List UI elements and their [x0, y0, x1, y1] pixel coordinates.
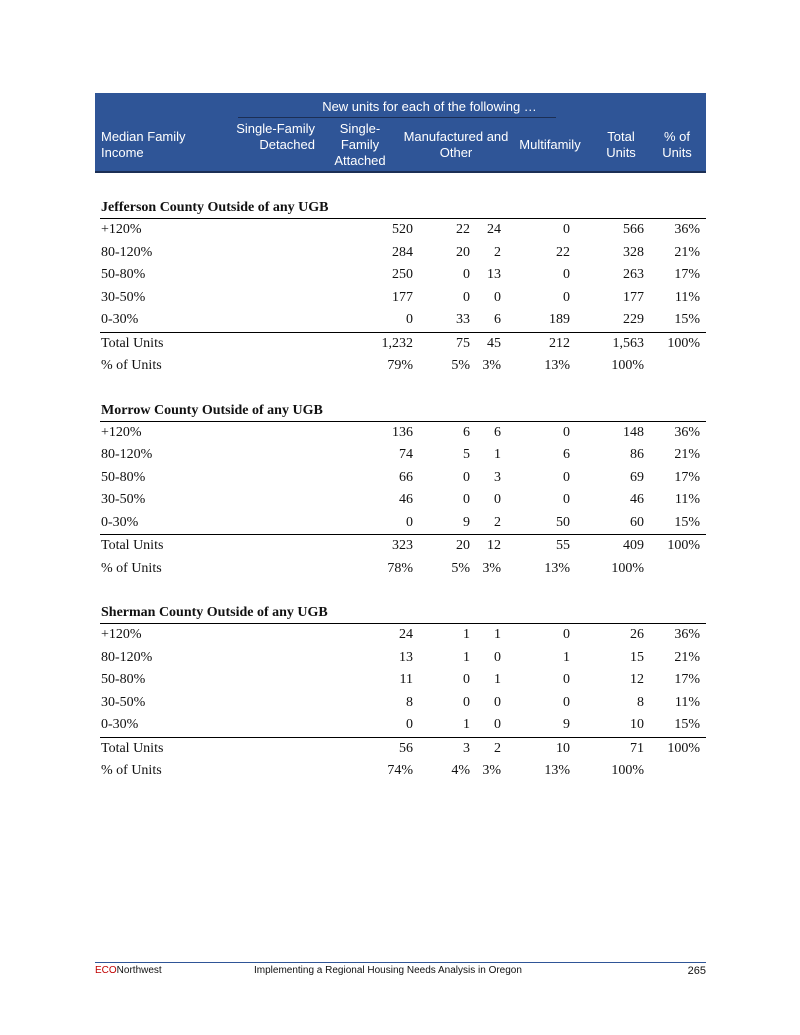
- table-cell: 100%: [611, 763, 644, 778]
- row-label: 30-50%: [101, 492, 146, 507]
- row-label: +120%: [101, 424, 142, 440]
- table-row: [100, 309, 706, 332]
- table-cell: 100%: [667, 740, 700, 756]
- table-row: [100, 444, 706, 467]
- row-label: 30-50%: [101, 289, 146, 305]
- table-cell: 21%: [674, 447, 700, 462]
- table-row: [100, 422, 706, 445]
- table-cell: 60: [630, 514, 644, 530]
- brand-econ: ECO: [95, 965, 117, 976]
- total-row: [100, 332, 706, 356]
- table-cell: 66: [399, 469, 413, 485]
- table-cell: 0: [494, 649, 501, 665]
- table-cell: 36%: [674, 627, 700, 642]
- table-row: [100, 692, 706, 715]
- table-cell: 13%: [544, 560, 570, 576]
- table-cell: 3%: [482, 358, 501, 373]
- table-cell: 3: [463, 740, 470, 756]
- row-label: Total Units: [101, 335, 164, 351]
- section-title: Morrow County Outside of any UGB: [100, 401, 706, 422]
- row-label: 30-50%: [101, 694, 146, 710]
- table-cell: 24: [487, 222, 501, 237]
- table-cell: 0: [463, 289, 470, 305]
- table-cell: 0: [563, 672, 570, 687]
- row-label: % of Units: [101, 560, 162, 576]
- table-cell: 8: [637, 694, 644, 710]
- table-cell: 6: [494, 424, 501, 440]
- table-cell: 0: [406, 312, 413, 327]
- total-row: [100, 534, 706, 558]
- table-cell: 409: [623, 538, 644, 553]
- table-cell: 12: [487, 538, 501, 553]
- table-cell: 1: [494, 672, 501, 687]
- table-cell: 46: [630, 492, 644, 507]
- column-header-pct: % of Units: [662, 129, 692, 160]
- table-cell: 2: [494, 514, 501, 530]
- table-cell: 0: [563, 267, 570, 282]
- row-label: 80-120%: [101, 447, 153, 462]
- table-cell: 11%: [674, 289, 700, 305]
- table-cell: 15: [630, 649, 644, 665]
- row-label: 0-30%: [101, 312, 139, 327]
- table-cell: 55: [556, 538, 570, 553]
- table-cell: 9: [563, 717, 570, 732]
- table-cell: 17%: [674, 469, 700, 485]
- table-cell: 6: [563, 447, 570, 462]
- table-cell: 11%: [674, 492, 700, 507]
- table-cell: 13: [399, 649, 413, 665]
- row-label: 50-80%: [101, 672, 146, 687]
- row-label: 80-120%: [101, 649, 153, 665]
- table-cell: 0: [463, 267, 470, 282]
- table-cell: 13: [487, 267, 501, 282]
- row-label: % of Units: [101, 358, 162, 373]
- table-cell: 15%: [674, 312, 700, 327]
- table-cell: 0: [494, 492, 501, 507]
- table-cell: 12: [630, 672, 644, 687]
- table-cell: 15%: [674, 717, 700, 732]
- table-cell: 520: [392, 222, 413, 237]
- table-cell: 24: [399, 627, 413, 642]
- table-cell: 11%: [674, 694, 700, 710]
- table-cell: 100%: [611, 358, 644, 373]
- table-cell: 0: [463, 492, 470, 507]
- brand-rest: Northwest: [116, 965, 162, 976]
- column-header-mfo: Manufactured and Other: [403, 129, 509, 160]
- table-cell: 46: [399, 492, 413, 507]
- table-cell: 0: [563, 424, 570, 440]
- table-cell: 212: [549, 335, 570, 351]
- table-row: [100, 287, 706, 310]
- table-cell: 3%: [482, 560, 501, 576]
- row-label: 50-80%: [101, 267, 146, 282]
- table-cell: 0: [563, 694, 570, 710]
- table-cell: 56: [399, 740, 413, 756]
- section-spacer: [100, 378, 706, 401]
- row-label: Total Units: [101, 538, 164, 553]
- column-group-title: New units for each of the following …: [322, 99, 537, 114]
- table-cell: 1: [494, 447, 501, 462]
- table-cell: 10: [630, 717, 644, 732]
- table-cell: 33: [456, 312, 470, 327]
- column-header-sfa: Single-Family Attached: [334, 121, 386, 168]
- table-row: [100, 467, 706, 490]
- row-label: +120%: [101, 627, 142, 642]
- table-cell: 17%: [674, 672, 700, 687]
- table-cell: 1,563: [612, 335, 644, 351]
- table-cell: 71: [630, 740, 644, 756]
- table-cell: 323: [392, 538, 413, 553]
- table-cell: 0: [494, 717, 501, 732]
- table-cell: 15%: [674, 514, 700, 530]
- column-header-income: Median Family Income: [101, 129, 186, 160]
- row-label: 0-30%: [101, 717, 139, 732]
- table-cell: 78%: [387, 560, 413, 576]
- table-cell: 1: [463, 649, 470, 665]
- table-cell: 0: [494, 694, 501, 710]
- section-title: Jefferson County Outside of any UGB: [100, 198, 706, 219]
- table-cell: 0: [563, 289, 570, 305]
- table-cell: 5%: [451, 560, 470, 576]
- table-cell: 21%: [674, 649, 700, 665]
- table-cell: 74%: [387, 763, 413, 778]
- table-row: [100, 264, 706, 287]
- row-label: Total Units: [101, 740, 164, 756]
- table-cell: 74: [399, 447, 413, 462]
- table-cell: 189: [549, 312, 570, 327]
- table-cell: 0: [406, 717, 413, 732]
- table-cell: 69: [630, 469, 644, 485]
- row-label: % of Units: [101, 763, 162, 778]
- table-cell: 1: [563, 649, 570, 665]
- footer-rule: [95, 962, 706, 963]
- table-cell: 13%: [544, 358, 570, 373]
- table-cell: 250: [392, 267, 413, 282]
- table-cell: 136: [392, 424, 413, 440]
- section-spacer: [100, 580, 706, 603]
- column-header-total: Total Units: [606, 129, 636, 160]
- page-footer: [95, 965, 706, 979]
- column-header-multifamily: Multifamily: [519, 137, 581, 152]
- table-cell: 79%: [387, 358, 413, 373]
- row-label: +120%: [101, 222, 142, 237]
- table-cell: 177: [392, 289, 413, 305]
- total-row: [100, 737, 706, 761]
- table-cell: 0: [463, 469, 470, 485]
- table-cell: 0: [563, 222, 570, 237]
- table-cell: 284: [392, 244, 413, 260]
- table-row: [100, 669, 706, 692]
- table-cell: 1: [463, 717, 470, 732]
- table-cell: 5: [463, 447, 470, 462]
- table-cell: 0: [494, 289, 501, 305]
- table-cell: 36%: [674, 222, 700, 237]
- table-cell: 3%: [482, 763, 501, 778]
- table-cell: 10: [556, 740, 570, 756]
- table-cell: 0: [463, 672, 470, 687]
- table-cell: 148: [623, 424, 644, 440]
- table-cell: 20: [456, 244, 470, 260]
- table-cell: 2: [494, 244, 501, 260]
- table-row: [100, 714, 706, 737]
- percent-row: [100, 558, 706, 581]
- column-header-sfd: Single-Family Detached: [236, 121, 315, 152]
- table-cell: 11: [399, 672, 413, 687]
- table-cell: 100%: [667, 335, 700, 351]
- row-label: 50-80%: [101, 469, 146, 485]
- table-cell: 5%: [451, 358, 470, 373]
- table-row: [100, 647, 706, 670]
- table-cell: 6: [494, 312, 501, 327]
- housing-units-table: [100, 198, 706, 783]
- page-number: 265: [687, 965, 706, 977]
- table-cell: 1: [494, 627, 501, 642]
- section-title: Sherman County Outside of any UGB: [100, 603, 706, 624]
- row-label: 80-120%: [101, 244, 153, 260]
- table-cell: 45: [487, 335, 501, 351]
- table-row: [100, 624, 706, 647]
- table-cell: 3: [494, 469, 501, 485]
- table-cell: 36%: [674, 424, 700, 440]
- table-cell: 0: [406, 514, 413, 530]
- table-row: [100, 512, 706, 535]
- table-cell: 100%: [667, 538, 700, 553]
- percent-row: [100, 355, 706, 378]
- table-row: [100, 489, 706, 512]
- table-row: [100, 242, 706, 265]
- table-cell: 13%: [544, 763, 570, 778]
- table-cell: 177: [623, 289, 644, 305]
- table-cell: 9: [463, 514, 470, 530]
- table-cell: 0: [563, 627, 570, 642]
- table-header: [95, 93, 706, 173]
- table-cell: 0: [463, 694, 470, 710]
- row-label: 0-30%: [101, 514, 139, 530]
- table-cell: 20: [456, 538, 470, 553]
- table-cell: 75: [456, 335, 470, 351]
- table-cell: 8: [406, 694, 413, 710]
- table-cell: 328: [623, 244, 644, 260]
- footer-title: Implementing a Regional Housing Needs Analysis in Oregon: [254, 965, 522, 976]
- table-cell: 263: [623, 267, 644, 282]
- table-cell: 86: [630, 447, 644, 462]
- table-section: [100, 198, 706, 401]
- table-cell: 17%: [674, 267, 700, 282]
- table-cell: 50: [556, 514, 570, 530]
- table-cell: 6: [463, 424, 470, 440]
- table-cell: 100%: [611, 560, 644, 576]
- table-cell: 229: [623, 312, 644, 327]
- table-row: [100, 219, 706, 242]
- table-cell: 1: [463, 627, 470, 642]
- table-cell: 21%: [674, 244, 700, 260]
- table-cell: 26: [630, 627, 644, 642]
- footer-brand: [95, 965, 162, 976]
- table-cell: 4%: [451, 763, 470, 778]
- table-cell: 22: [556, 244, 570, 260]
- table-cell: 22: [456, 222, 470, 237]
- table-cell: 0: [563, 469, 570, 485]
- table-cell: 1,232: [381, 335, 413, 351]
- table-cell: 0: [563, 492, 570, 507]
- percent-row: [100, 760, 706, 783]
- table-cell: 2: [494, 740, 501, 756]
- column-group-rule: [238, 117, 556, 118]
- table-cell: 566: [623, 222, 644, 237]
- table-section: [100, 401, 706, 604]
- table-section: [100, 603, 706, 783]
